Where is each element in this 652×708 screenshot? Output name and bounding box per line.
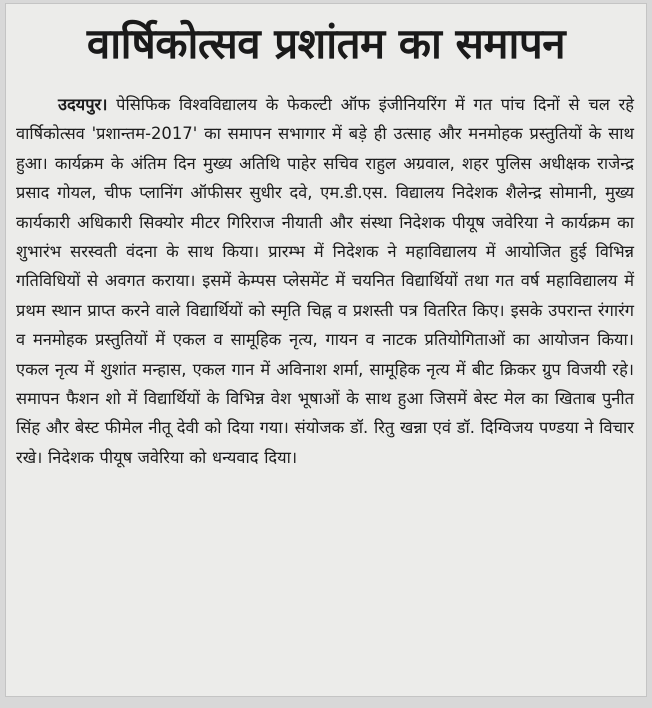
article-text: पेसिफिक विश्वविद्यालय के फेकल्टी ऑफ इंजीनियरिंग में गत पांच दिनों से चल रहे वार्षिकोत्सव 'प्रशान्तम-2017' का समापन सभागार में बड़े ही उत्साह और मनमोहक प्रस्तुतियों के साथ हुआ। कार्यक्रम के अंतिम दिन मुख्य अतिथि पाहेर सचिव राहुल अग्रवाल, शहर पुलिस अधीक्षक राजेन्द्र प्रसाद गोयल, चीफ प्लानिंग ऑफीसर सुधीर दवे, एम.डी.एस. विद्यालय निदेशक शैलेन्द्र सोमानी, मुख्य कार्यकारी अधिकारी सिक्योर मीटर गिरिराज नीयाती और संस्था निदेशक पीयूष जवेरिया ने कार्यक्रम का शुभारंभ सरस्वती वंदना के साथ किया। प्रारम्भ में निदेशक ने महाविद्यालय में आयोजित हुई विभिन्न गतिविधियों से अवगत कराया। इसमें केम्पस प्लेसमेंट में चयनित विद्यार्थियों तथा गत वर्ष महाविद्यालय में प्रथम स्थान प्राप्त करने वाले विद्यार्थियों को स्मृति चिह्न व प्रशस्ती पत्र वितरित किए। इसके उपरान्त रंगारंग व मनमोहक प्रस्तुतियों में एकल व सामूहिक नृत्य, गायन व नाटक प्रतियोगिताओं का आयोजन किया। एकल नृत्य में शुशांत मन्हास, एकल गान में अविनाश शर्मा, सामूहिक नृत्य में बीट क्रिकर ग्रुप विजयी रहे। समापन फैशन शो में विद्यार्थियों के विभिन्न वेश भूषाओं के साथ हुआ जिसमें बेस्ट मेल का खिताब पुनीत सिंह और बेस्ट फीमेल नीतू देवी को दिया गया। संयोजक डॉ. रितु खन्ना एवं डॉ. दिग्विजय पण्डया ने विचार रखे। निदेशक पीयूष जवेरिया को धन्यवाद दिया। (16, 95, 634, 467)
headline: वार्षिकोत्सव प्रशांतम का समापन (86, 19, 566, 68)
newspaper-clipping (6, 4, 646, 696)
article-body (16, 90, 634, 472)
dateline: उदयपुर। (58, 95, 108, 114)
